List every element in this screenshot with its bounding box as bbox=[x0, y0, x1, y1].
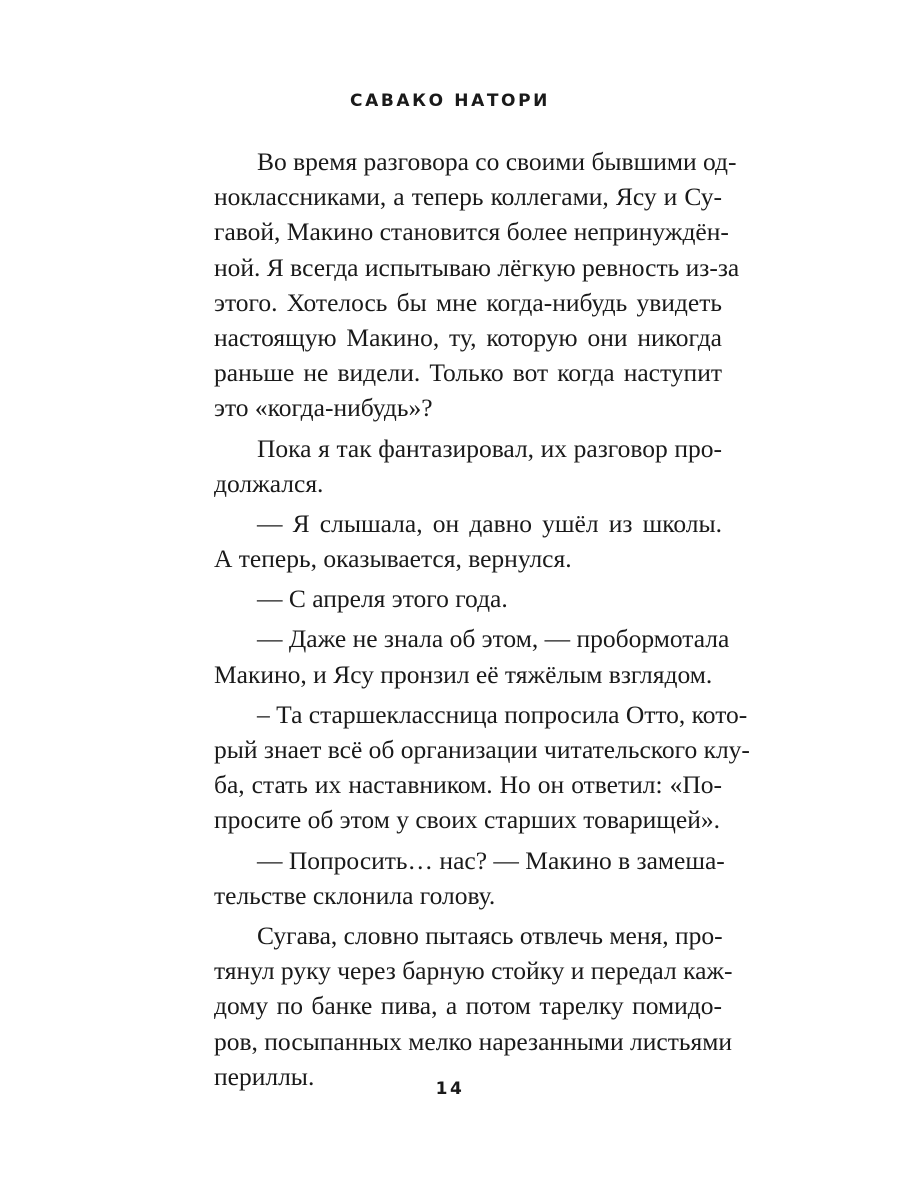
text-line: это «когда-нибудь»? bbox=[214, 393, 433, 423]
paragraph bbox=[214, 697, 750, 838]
text-line: рый знает всё об организации читательского клу- bbox=[214, 735, 750, 764]
running-head: САВАКО НАТОРИ bbox=[350, 91, 550, 111]
paragraph bbox=[214, 621, 730, 691]
text-line: Пока я так фантазировал, их разговор про- bbox=[257, 433, 722, 463]
text-line: — Даже не знала об этом, — пробормотала bbox=[257, 624, 730, 654]
text-line: должался. bbox=[214, 468, 324, 498]
paragraph bbox=[214, 918, 733, 1094]
text-line: настоящую Макино, ту, которую они никогда bbox=[214, 322, 722, 352]
text-line: дому по банке пива, а потом тарелку помидо- bbox=[214, 991, 722, 1021]
text-line: – Та старшеклассница попросила Отто, кото- bbox=[257, 699, 748, 729]
text-line: ноклассниками, а теперь коллегами, Ясу и Су- bbox=[214, 182, 722, 212]
text-line: тельстве склонила голову. bbox=[214, 880, 496, 910]
text-line: — С апреля этого года. bbox=[257, 584, 508, 614]
paragraph bbox=[214, 581, 722, 616]
text-line: А теперь, оказывается, вернулся. bbox=[214, 544, 572, 574]
paragraph bbox=[214, 843, 725, 913]
text-line: ной. Я всегда испытываю лёгкую ревность из-за bbox=[214, 252, 740, 282]
paragraph bbox=[214, 431, 722, 501]
paragraph bbox=[214, 144, 740, 426]
text-line: Сугава, словно пытаясь отвлечь меня, про- bbox=[257, 920, 723, 950]
text-line: ров, посыпанных мелко нарезанными листьями bbox=[214, 1026, 732, 1056]
paragraph bbox=[214, 506, 722, 576]
text-line: тянул руку через барную стойку и передал каж- bbox=[214, 956, 733, 986]
text-line: ба, стать их наставником. Но он ответил: «По- bbox=[214, 770, 722, 800]
text-line: Во время разговора со своими бывшими од- bbox=[257, 147, 737, 176]
text-line: Макино, и Ясу пронзил её тяжёлым взглядом. bbox=[214, 659, 713, 689]
page-number: 14 bbox=[435, 1079, 465, 1099]
text-line: раньше не видели. Только вот когда наступит bbox=[214, 358, 722, 388]
text-line: — Я слышала, он давно ушёл из школы. bbox=[257, 508, 722, 538]
text-line: гавой, Макино становится более непринуждён- bbox=[214, 217, 729, 247]
text-line: — Попросить… нас? — Макино в замеша- bbox=[257, 845, 725, 875]
text-line: просите об этом у своих старших товарищей». bbox=[214, 805, 720, 835]
body-text bbox=[214, 144, 750, 1094]
text-line: этого. Хотелось бы мне когда-нибудь увидеть bbox=[214, 287, 722, 317]
text-line: периллы. bbox=[214, 1061, 315, 1091]
